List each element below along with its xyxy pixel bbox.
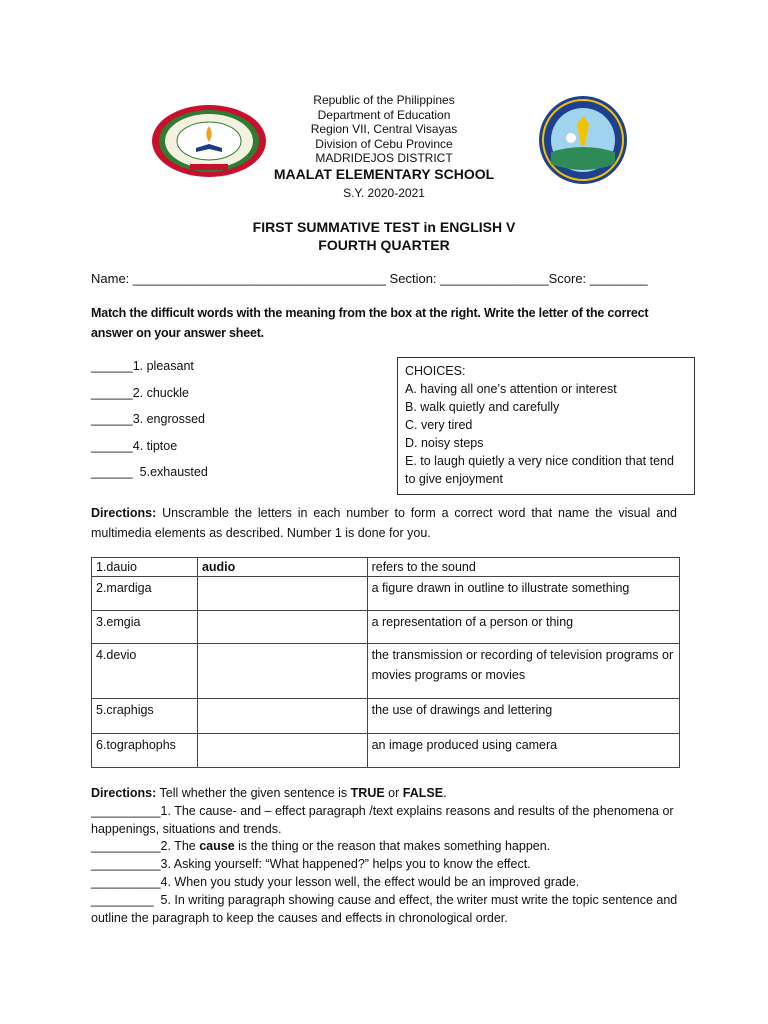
test-title: FIRST SUMMATIVE TEST in ENGLISH V: [252, 219, 516, 235]
list-item: ______3. engrossed: [91, 412, 205, 426]
school-name: MAALAT ELEMENTARY SCHOOL: [273, 166, 495, 182]
scrambled-cell: 4.devio: [92, 644, 198, 699]
quarter-title: FOURTH QUARTER: [318, 237, 450, 253]
definition-cell: a representation of a person or thing: [367, 611, 679, 644]
choice-item: B. walk quietly and carefully: [405, 400, 560, 414]
answer-cell[interactable]: [197, 699, 367, 734]
tf-item-2-text: is the thing or the reason that makes something happen.: [238, 839, 551, 853]
list-item: ______2. chuckle: [91, 385, 189, 400]
table-row: [92, 611, 680, 644]
tf-item-5: _________ 5. In writing paragraph showing cause and effect, the writer must write the topic sentence and outline the paragraph to keep the causes and effects in chronological order.: [91, 893, 681, 925]
answer-cell[interactable]: [197, 734, 367, 768]
answer-cell: audio: [197, 558, 367, 577]
choices-title: CHOICES:: [405, 364, 466, 378]
tf-item-2: [91, 837, 691, 855]
table-row: [92, 734, 680, 768]
directions-text: Unscramble the letters in each number to form a correct word that name the visual and multimedia elements as described. Number 1 is done for you.: [91, 506, 677, 540]
table-row: [92, 577, 680, 611]
definition-cell: the use of drawings and lettering: [367, 699, 679, 734]
directions-label: Directions:: [91, 786, 157, 800]
tf-item-1: __________1. The cause- and – effect paragraph /text explains reasons and results of the phenomena or happenings, situations and trends.: [91, 804, 674, 836]
list-item: ______1. pleasant: [91, 359, 194, 373]
answer-cell[interactable]: [197, 611, 367, 644]
choice-item: E. to laugh quietly a very nice condition that tend to give enjoyment: [405, 454, 674, 486]
table-row: [92, 558, 680, 577]
scrambled-cell: 1.dauio: [92, 558, 198, 577]
tf-item-2-prefix: __________2. The: [91, 839, 196, 853]
table-row: [92, 699, 680, 734]
true-word: TRUE: [350, 786, 385, 800]
answer-cell[interactable]: [197, 577, 367, 611]
header-line-district: MADRIDEJOS DISTRICT: [315, 151, 453, 166]
unscramble-table: [91, 557, 680, 768]
name-section-score-line: Name: ___________________________________ Section: _______________Score: ________: [91, 271, 648, 286]
scrambled-cell: 3.emgia: [92, 611, 198, 644]
directions-text: Tell whether the given sentence is: [159, 786, 348, 800]
or-word: or: [388, 786, 400, 800]
list-item: ______4. tiptoe: [91, 438, 178, 453]
true-false-directions: [91, 784, 691, 802]
header-line-division: Division of Cebu Province: [315, 136, 453, 151]
unscramble-directions: [91, 503, 677, 543]
tf-item-3: __________3. Asking yourself: “What happened?” helps you to know the effect.: [91, 857, 531, 871]
header-line-deped: Department of Education: [317, 107, 451, 122]
list-item: ______ 5.exhausted: [91, 465, 208, 479]
matching-instruction: Match the difficult words with the meaning from the box at the right. Write the letter of the correct answer on your answer sheet.: [91, 306, 649, 340]
answer-cell[interactable]: [197, 644, 367, 699]
tf-item-2-bold: cause: [199, 839, 235, 853]
choice-item: D. noisy steps: [405, 436, 484, 450]
directions-label: Directions:: [91, 506, 157, 520]
table-row: [92, 644, 680, 699]
matching-items: [91, 357, 208, 490]
tf-item-4: __________4. When you study your lesson well, the effect would be an improved grade.: [91, 875, 580, 889]
scrambled-cell: 2.mardiga: [92, 577, 198, 611]
scrambled-cell: 6.tographophs: [92, 734, 198, 768]
definition-cell: refers to the sound: [367, 558, 679, 577]
definition-cell: a figure drawn in outline to illustrate something: [367, 577, 679, 611]
definition-cell: an image produced using camera: [367, 734, 679, 768]
choice-item: A. having all one’s attention or interest: [405, 382, 617, 396]
school-year: S.Y. 2020-2021: [343, 186, 425, 200]
header-line-region: Region VII, Central Visayas: [310, 122, 458, 137]
false-word: FALSE: [402, 786, 444, 800]
definition-cell: the transmission or recording of television programs or movies programs or movies: [367, 644, 679, 699]
header-line-republic: Republic of the Philippines: [313, 93, 455, 107]
choices-box: [397, 357, 695, 495]
scrambled-cell: 5.craphigs: [92, 699, 198, 734]
choice-item: C. very tired: [405, 418, 473, 432]
period: .: [443, 786, 447, 800]
